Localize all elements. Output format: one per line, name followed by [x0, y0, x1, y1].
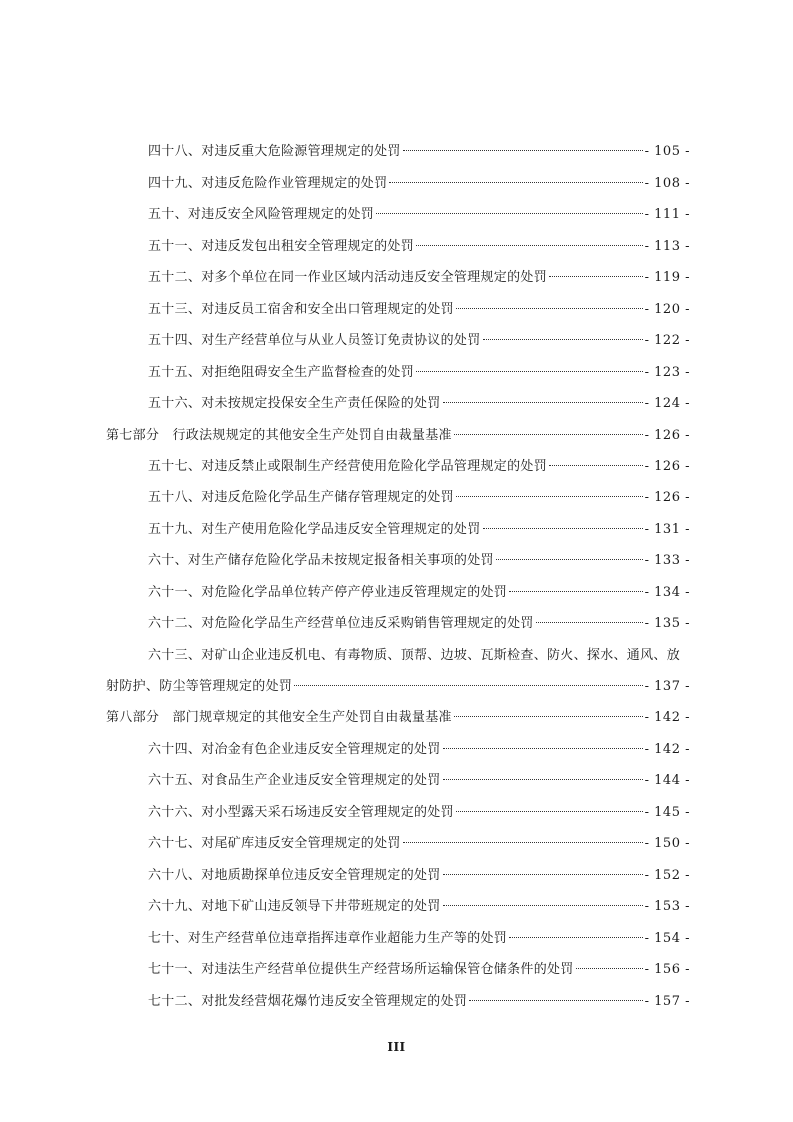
toc-entry-72[interactable]: [148, 992, 690, 1012]
dot-leader: [403, 150, 643, 151]
toc-page-number: - 157 -: [644, 994, 690, 1009]
toc-section-title: 第七部分 行政法规规定的其他安全生产处罚自由裁量基准: [106, 428, 452, 443]
toc-entry-title: 七十、对生产经营单位违章指挥违章作业超能力生产等的处罚: [148, 931, 508, 946]
toc-entry-56[interactable]: [148, 394, 690, 414]
toc-entry-title: 四十九、对违反危险作业管理规定的处罚: [148, 176, 388, 191]
toc-page-number: - 105 -: [644, 144, 690, 159]
dot-leader: [376, 213, 643, 214]
toc-entry-title: 六十二、对危险化学品生产经营单位违反采购销售管理规定的处罚: [148, 616, 534, 631]
toc-page-number: - 126 -: [644, 459, 690, 474]
dot-leader: [496, 559, 643, 560]
toc-entry-52[interactable]: [148, 268, 690, 288]
toc-page-number: - 150 -: [644, 836, 690, 851]
dot-leader: [536, 622, 643, 623]
toc-entry-title: 五十、对违反安全风险管理规定的处罚: [148, 207, 375, 222]
toc-entry-71[interactable]: [148, 960, 690, 980]
toc-page-number: - 137 -: [644, 679, 690, 694]
toc-entry-67[interactable]: [148, 834, 690, 854]
toc-entry-title: 四十八、对违反重大危险源管理规定的处罚: [148, 144, 401, 159]
toc-page-number: - 126 -: [644, 490, 690, 505]
dot-leader: [454, 716, 643, 717]
dot-leader: [576, 968, 643, 969]
toc-page-number: - 108 -: [644, 176, 690, 191]
toc-page-number: - 123 -: [644, 365, 690, 380]
dot-leader: [443, 874, 643, 875]
toc-entry-65[interactable]: [148, 771, 690, 791]
toc-page-number: - 111 -: [644, 207, 690, 222]
toc-entry-title: 六十六、对小型露天采石场违反安全管理规定的处罚: [148, 805, 454, 820]
dot-leader: [549, 276, 643, 277]
toc-entry-57[interactable]: [148, 457, 690, 477]
dot-leader: [483, 339, 643, 340]
dot-leader: [416, 371, 643, 372]
toc-entry-title: 六十七、对尾矿库违反安全管理规定的处罚: [148, 836, 401, 851]
toc-entry-49[interactable]: [148, 174, 690, 194]
toc-entry-title: 七十二、对批发经营烟花爆竹违反安全管理规定的处罚: [148, 994, 468, 1009]
dot-leader: [456, 811, 643, 812]
toc-entry-title: 六十五、对食品生产企业违反安全管理规定的处罚: [148, 773, 441, 788]
toc-entry-title: 六十、对生产储存危险化学品未按规定报备相关事项的处罚: [148, 553, 494, 568]
toc-page-number: - 154 -: [644, 931, 690, 946]
toc-section-8[interactable]: [106, 708, 690, 728]
toc-entry-64[interactable]: [148, 740, 690, 760]
dot-leader: [403, 842, 643, 843]
toc-page-number: - 126 -: [644, 428, 690, 443]
toc-page-number: - 119 -: [644, 270, 690, 285]
toc-entry-63[interactable]: [106, 677, 690, 697]
page-footer-number: III: [387, 1040, 406, 1054]
toc-entry-70[interactable]: [148, 929, 690, 949]
toc-entry-title: 七十一、对违法生产经营单位提供生产经营场所运输保管仓储条件的处罚: [148, 962, 574, 977]
toc-entry-title: 五十六、对未按规定投保安全生产责任保险的处罚: [148, 396, 441, 411]
toc-entry-title: 五十二、对多个单位在同一作业区域内活动违反安全管理规定的处罚: [148, 270, 548, 285]
dot-leader: [456, 496, 643, 497]
toc-section-7[interactable]: [106, 426, 690, 446]
dot-leader: [454, 434, 643, 435]
toc-entry-51[interactable]: [148, 237, 690, 257]
toc-entry-title: 五十九、对生产使用危险化学品违反安全管理规定的处罚: [148, 522, 481, 537]
toc-page-number: - 133 -: [644, 553, 690, 568]
dot-leader: [443, 402, 643, 403]
toc-entry-title: 五十五、对拒绝阻碍安全生产监督检查的处罚: [148, 365, 415, 380]
toc-entry-title: 五十四、对生产经营单位与从业人员签订免责协议的处罚: [148, 333, 481, 348]
dot-leader: [443, 905, 643, 906]
toc-entry-61[interactable]: [148, 583, 690, 603]
toc-entry-title: 六十九、对地下矿山违反领导下井带班规定的处罚: [148, 899, 441, 914]
toc-entry-55[interactable]: [148, 363, 690, 383]
toc-page-number: - 156 -: [644, 962, 690, 977]
toc-entry-59[interactable]: [148, 520, 690, 540]
toc-page-number: - 144 -: [644, 773, 690, 788]
toc-entry-68[interactable]: [148, 866, 690, 886]
toc-page-number: - 145 -: [644, 805, 690, 820]
toc-page-number: - 152 -: [644, 868, 690, 883]
dot-leader: [509, 937, 643, 938]
toc-page-number: - 122 -: [644, 333, 690, 348]
toc-entry-title: 五十一、对违反发包出租安全管理规定的处罚: [148, 239, 415, 254]
toc-page-number: - 135 -: [644, 616, 690, 631]
toc-entry-title: 五十七、对违反禁止或限制生产经营使用危险化学品管理规定的处罚: [148, 459, 548, 474]
toc-entry-53[interactable]: [148, 300, 690, 320]
dot-leader: [469, 1000, 642, 1001]
toc-page-number: - 131 -: [644, 522, 690, 537]
toc-entry-title: 射防护、防尘等管理规定的处罚: [106, 679, 293, 694]
dot-leader: [456, 308, 643, 309]
dot-leader: [443, 748, 643, 749]
toc-page-number: - 142 -: [644, 742, 690, 757]
toc-page-number: - 153 -: [644, 899, 690, 914]
dot-leader: [483, 528, 643, 529]
toc-section-title: 第八部分 部门规章规定的其他安全生产处罚自由裁量基准: [106, 710, 452, 725]
toc-entry-62[interactable]: [148, 614, 690, 634]
toc-page-number: - 113 -: [644, 239, 690, 254]
toc-entry-48[interactable]: [148, 142, 690, 162]
dot-leader: [549, 465, 643, 466]
toc-entry-63-first-line[interactable]: 六十三、对矿山企业违反机电、有毒物质、顶帮、边坡、瓦斯检查、防火、探水、通风、放: [148, 648, 681, 663]
dot-leader: [389, 182, 642, 183]
toc-entry-60[interactable]: [148, 551, 690, 571]
toc-page-number: - 134 -: [644, 585, 690, 600]
dot-leader: [509, 591, 643, 592]
toc-page-number: - 142 -: [644, 710, 690, 725]
toc-page-number: - 120 -: [644, 302, 690, 317]
toc-entry-54[interactable]: [148, 331, 690, 351]
toc-entry-title: 五十三、对违反员工宿舍和安全出口管理规定的处罚: [148, 302, 454, 317]
dot-leader: [294, 685, 642, 686]
toc-entry-66[interactable]: [148, 803, 690, 823]
toc-entry-58[interactable]: [148, 488, 690, 508]
toc-entry-title: 五十八、对违反危险化学品生产储存管理规定的处罚: [148, 490, 454, 505]
toc-entry-50[interactable]: [148, 205, 690, 225]
toc-entry-title: 六十一、对危险化学品单位转产停产停业违反管理规定的处罚: [148, 585, 508, 600]
toc-entry-69[interactable]: [148, 897, 690, 917]
dot-leader: [443, 779, 643, 780]
toc-entry-title: 六十八、对地质勘探单位违反安全管理规定的处罚: [148, 868, 441, 883]
toc-entry-title: 六十四、对冶金有色企业违反安全管理规定的处罚: [148, 742, 441, 757]
toc-page-number: - 124 -: [644, 396, 690, 411]
dot-leader: [416, 245, 643, 246]
